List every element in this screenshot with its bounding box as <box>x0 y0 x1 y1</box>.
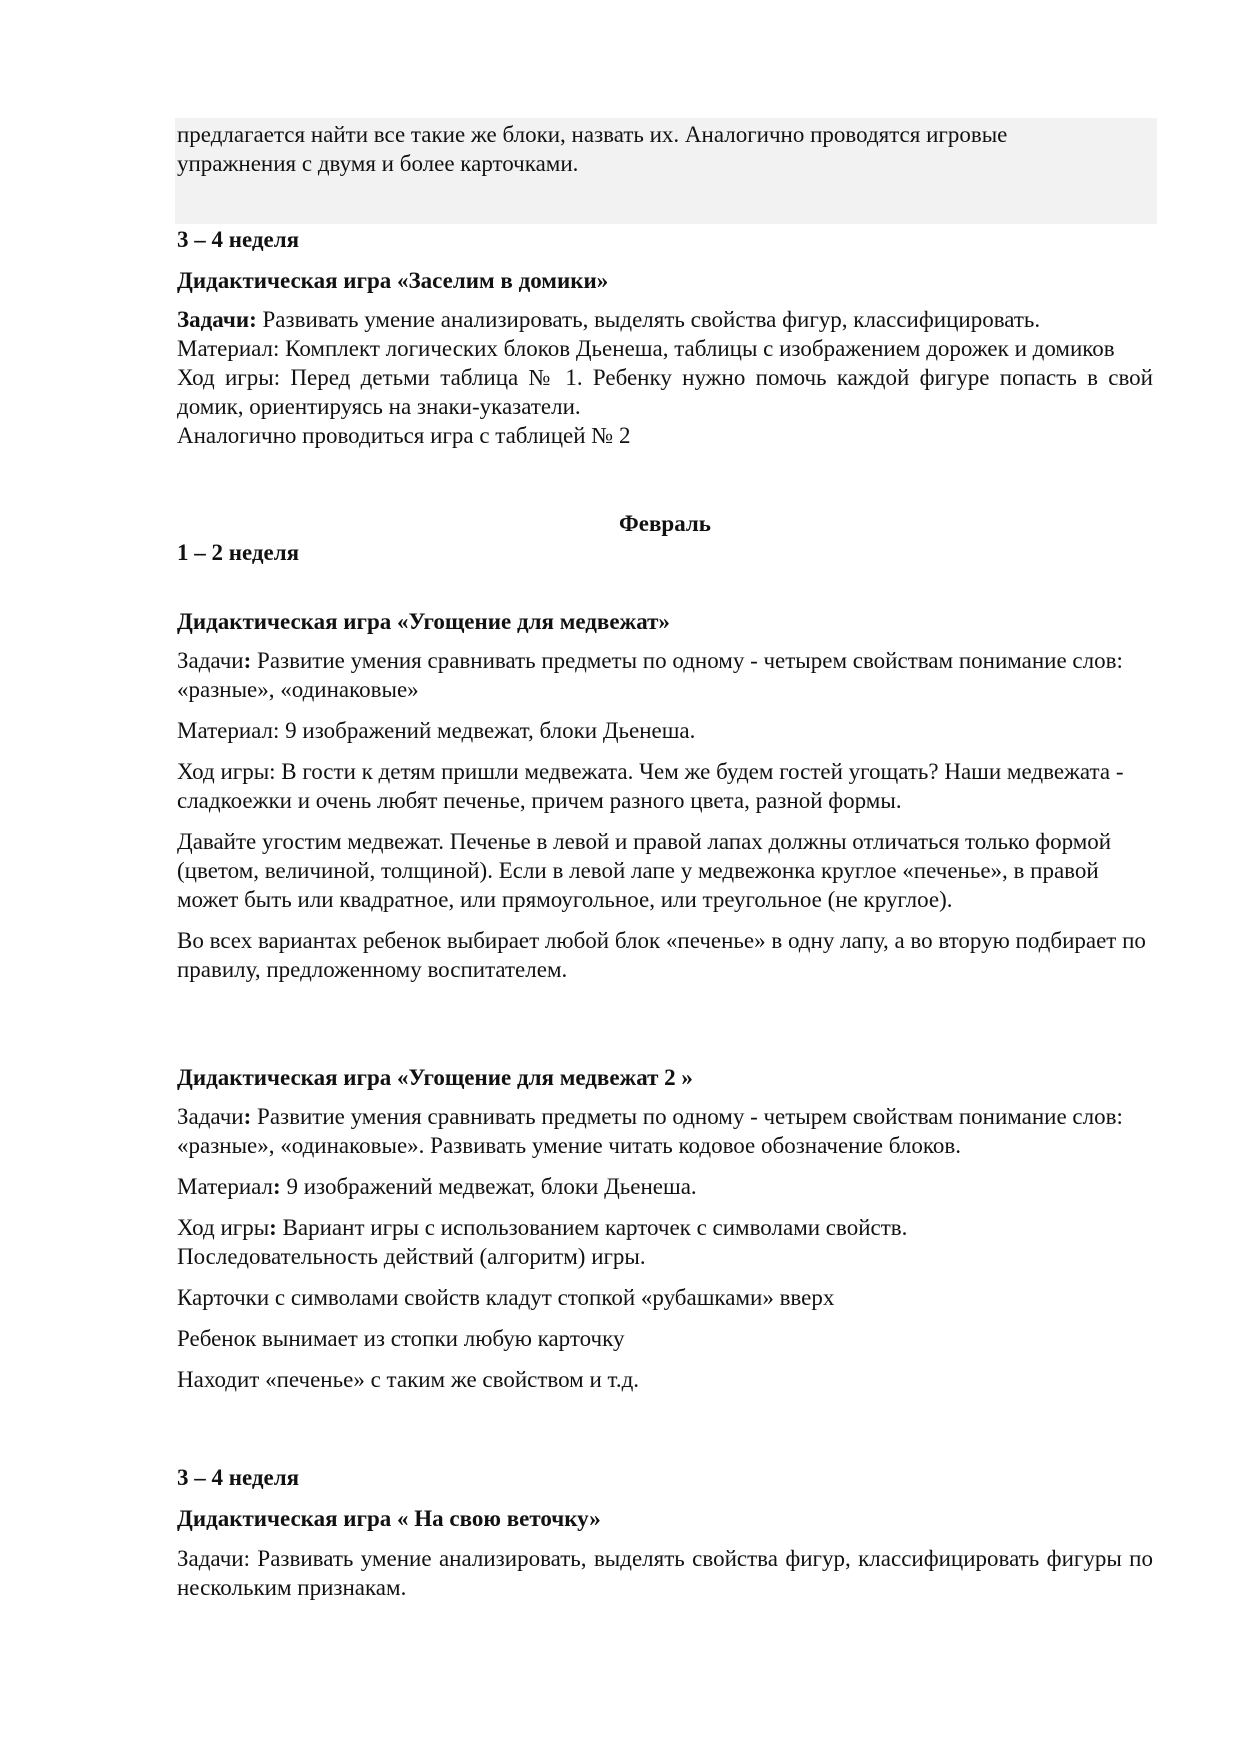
game-branch-tasks: Задачи: Развивать умение анализировать, выделять свойства фигур, классифицировать фигуры по нескольким признакам. <box>177 1546 1153 1600</box>
tasks-text: Развитие умения сравнивать предметы по одному - четырем свойствам понимание слов: «разные», «одинаковые». Развивать умение читать кодовое обозначение блоков. <box>177 1104 1123 1158</box>
game-title-bears: Дидактическая игра «Угощение для медвежат» <box>177 609 670 634</box>
game-bears2-step-2: Ребенок вынимает из стопки любую карточку <box>177 1326 625 1351</box>
game-bears2-step-3: Находит «печенье» с таким же свойством и т.д. <box>177 1367 640 1392</box>
game-title-branch: Дидактическая игра « На свою веточку» <box>177 1506 601 1531</box>
course-colon: : <box>269 1215 277 1240</box>
game-houses-note: Аналогично проводиться игра с таблицей № 2 <box>177 423 631 448</box>
game-bears2-course <box>177 1213 1153 1242</box>
tasks-label: Задачи <box>177 1104 244 1129</box>
material-label: Материал <box>177 1174 274 1199</box>
intro-line-2: упражнения с двумя и более карточками. <box>177 151 579 176</box>
game-bears2-material <box>177 1172 1153 1201</box>
game-bears-para-2: Давайте угостим медвежат. Печенье в левой и правой лапах должны отличаться только формой (цветом, величиной, толщиной). Если в левой лапе у медвежонка круглое «печенье», в правой может быть или квадратное, или прямоугольное, или треугольное (не круглое). <box>177 829 1112 912</box>
game-bears2-step-1: Карточки с символами свойств кладут стопкой «рубашками» вверх <box>177 1285 835 1310</box>
game-houses-course: Ход игры: Перед детьми таблица № 1. Ребенку нужно помочь каждой фигуре попасть в свой домик, ориентируясь на знаки-указатели. <box>177 365 1153 419</box>
week-heading-1-2: 1 – 2 неделя <box>177 540 300 565</box>
game-bears-para-3: Во всех вариантах ребенок выбирает любой блок «печенье» в одну лапу, а во вторую подбирает по правилу, предложенному воспитателем. <box>177 928 1146 982</box>
tasks-text: Развивать умение анализировать, выделять свойства фигур, классифицировать. <box>256 307 1041 332</box>
tasks-colon: : <box>243 648 252 673</box>
course-line-1: Вариант игры с использованием карточек с символами свойств. <box>276 1215 908 1240</box>
intro-line-1: предлагается найти все такие же блоки, назвать их. Аналогично проводятся игровые <box>177 122 1008 147</box>
game-title-houses: Дидактическая игра «Заселим в домики» <box>177 268 609 293</box>
game-title-bears-2: Дидактическая игра «Угощение для медвежат 2 » <box>177 1065 693 1090</box>
course-label: Ход игры <box>177 1215 270 1240</box>
game-bears2-body <box>177 1102 1153 1394</box>
tasks-colon: : <box>243 1104 252 1129</box>
game-bears-material: Материал: 9 изображений медвежат, блоки Дьенеша. <box>177 718 696 743</box>
material-colon: : <box>273 1174 281 1199</box>
game-houses-material: Материал: Комплект логических блоков Дьенеша, таблицы с изображением дорожек и домиков <box>177 336 1115 361</box>
tasks-text: Развитие умения сравнивать предметы по одному - четырем свойствам понимание слов: «разные», «одинаковые» <box>177 648 1123 702</box>
game-bears2-tasks <box>177 1102 1153 1160</box>
game-houses-body <box>177 305 1153 450</box>
week-heading-3-4-b: 3 – 4 неделя <box>177 1465 300 1490</box>
tasks-label: Задачи: <box>177 307 257 332</box>
material-text: 9 изображений медвежат, блоки Дьенеша. <box>280 1174 697 1199</box>
week-heading-3-4: 3 – 4 неделя <box>177 227 300 252</box>
game-bears-tasks <box>177 646 1153 704</box>
game-bears-course: Ход игры: В гости к детям пришли медвежата. Чем же будем гостей угощать? Наши медвежата - сладкоежки и очень любят печенье, причем разного цвета, разной формы. <box>177 759 1124 813</box>
game-bears2-course-line-2: Последовательность действий (алгоритм) игры. <box>177 1244 646 1269</box>
month-heading: Февраль <box>619 511 711 536</box>
game-houses-tasks <box>177 305 1153 334</box>
tasks-label: Задачи <box>177 648 244 673</box>
game-bears-body <box>177 646 1153 984</box>
